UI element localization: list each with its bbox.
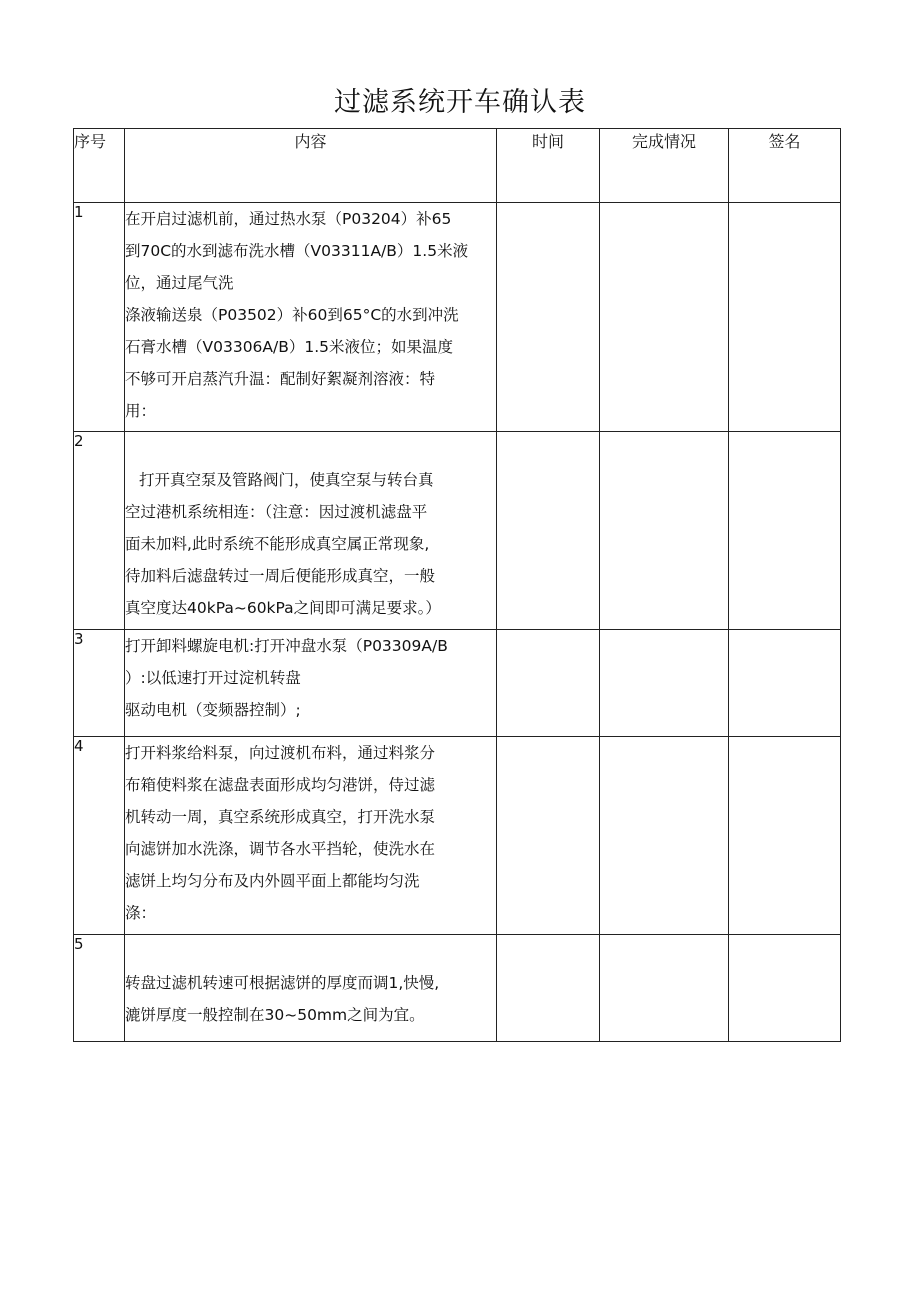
header-status: 完成情况 [600,129,729,203]
content-line: 涤： [125,904,157,922]
content-line: 涤液输送泉（P03502）补60到65°C的水到冲洗 [125,306,459,324]
header-seq: 序号 [74,129,125,203]
signature-cell[interactable] [729,432,841,630]
content-line: 滤饼上均匀分布及内外圆平面上都能均匀洗 [125,872,420,890]
time-cell[interactable] [497,737,600,935]
content-line: 在开启过滤机前，通过热水泵（P03204）补65 [125,210,452,228]
content-line: 用： [125,402,157,420]
row-number: 2 [74,432,125,630]
row-content [125,432,497,630]
content-line: 到70C的水到滤布洗水槽（V03311A/B）1.5米液 [125,242,469,260]
row-content [125,737,497,935]
table-row [74,630,841,737]
table-row [74,935,841,1042]
row-number: 3 [74,630,125,737]
row-number: 5 [74,935,125,1042]
time-cell[interactable] [497,432,600,630]
header-time: 时间 [497,129,600,203]
content-line: ）:以低速打开过淀机转盘 [125,669,301,687]
row-content [125,203,497,432]
status-cell[interactable] [600,935,729,1042]
content-line: 空过港机系统相连：（注意：因过渡机滤盘平 [125,503,428,521]
page-title: 过滤系统开车确认表 [334,87,586,118]
content-line: 打开料浆给料泵，向过渡机布料，通过料浆分 [125,744,436,762]
content-line: 转盘过滤机转速可根据滤饼的厚度而调1,快慢, [125,974,440,992]
content-line: 打开卸料螺旋电机:打开冲盘水泵（P03309A/B [125,637,448,655]
content-line: 位，通过尾气洗 [125,274,234,292]
content-line: 石膏水槽（V03306A/B）1.5米液位；如果温度 [125,338,454,356]
row-number: 4 [74,737,125,935]
row-number: 1 [74,203,125,432]
confirmation-table [73,128,841,1042]
signature-cell[interactable] [729,203,841,432]
content-line: 布箱使料浆在滤盘表面形成均匀港饼，侍过滤 [125,776,436,794]
time-cell[interactable] [497,630,600,737]
status-cell[interactable] [600,630,729,737]
table-row [74,432,841,630]
table-row [74,203,841,432]
header-signature: 签名 [729,129,841,203]
content-line: 机转动一周，真空系统形成真空，打开洗水泵 [125,808,436,826]
signature-cell[interactable] [729,935,841,1042]
table-row [74,737,841,935]
header-content: 内容 [125,129,497,203]
content-line: 打开真空泵及管路阀门，使真空泵与转台真 [139,471,434,489]
signature-cell[interactable] [729,737,841,935]
header-row [74,129,841,203]
row-content [125,630,497,737]
time-cell[interactable] [497,935,600,1042]
signature-cell[interactable] [729,630,841,737]
content-line: 面未加料,此时系统不能形成真空属正常现象, [125,535,430,553]
content-line: 漉饼厚度一般控制在30~50mm之间为宜。 [125,1006,425,1024]
content-line [125,432,496,464]
content-line: 待加料后滤盘转过一周后便能形成真空，一般 [125,567,436,585]
content-line [125,935,496,967]
status-cell[interactable] [600,203,729,432]
time-cell[interactable] [497,203,600,432]
content-line: 真空度达40kPa~60kPa之间即可满足要求。） [125,599,441,617]
content-line: 驱动电机（变频器控制）; [125,701,301,719]
content-line: 不够可开启蒸汽升温：配制好絮凝剂溶液：特 [125,370,436,388]
status-cell[interactable] [600,432,729,630]
content-line: 向滤饼加水洗涤，调节各水平挡轮，使洗水在 [125,840,436,858]
status-cell[interactable] [600,737,729,935]
row-content [125,935,497,1042]
